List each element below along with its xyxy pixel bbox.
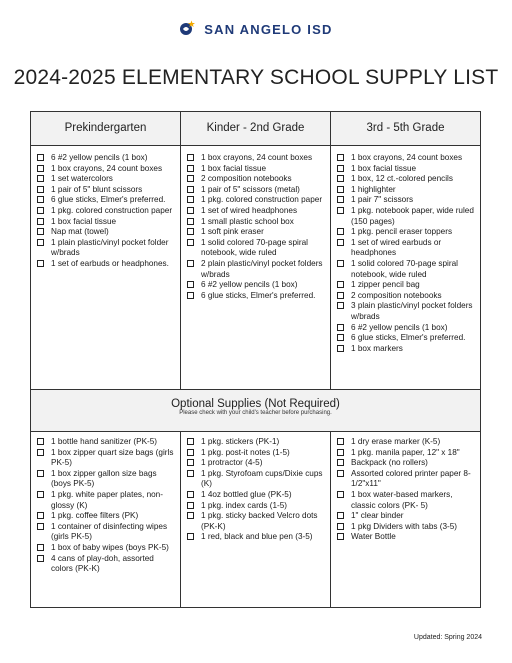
checkbox-icon (37, 491, 44, 498)
supply-item (337, 511, 477, 522)
supply-item (37, 511, 177, 522)
supply-item-label: 1 pair of 5" scissors (metal) (201, 184, 300, 194)
checkbox-icon (37, 228, 44, 235)
grade-header-row (31, 112, 480, 146)
supply-item (37, 490, 177, 511)
checkbox-icon (37, 555, 44, 562)
checkbox-icon (37, 523, 44, 530)
supply-item (337, 153, 477, 164)
supply-item-label: 1 pkg Dividers with tabs (3-5) (351, 521, 458, 531)
supply-item (187, 195, 327, 206)
supply-item (37, 522, 177, 543)
supply-item (337, 238, 477, 259)
checkbox-icon (37, 186, 44, 193)
checkbox-icon (337, 196, 344, 203)
supply-item (187, 511, 327, 532)
district-logo (0, 20, 512, 39)
checkbox-icon (37, 218, 44, 225)
supply-item (337, 522, 477, 533)
checkbox-icon (337, 470, 344, 477)
supply-item-label: 6 #2 yellow pencils (1 box) (201, 280, 298, 290)
optional-list-k2 (187, 437, 327, 543)
checkbox-icon (187, 459, 194, 466)
grade-heading-k2: Kinder - 2nd Grade (206, 122, 305, 134)
logo-text: SAN ANGELO ISD (204, 22, 333, 37)
checkbox-icon (337, 512, 344, 519)
checkbox-icon (337, 281, 344, 288)
column-divider (180, 112, 181, 389)
supply-item-label: 1 box facial tissue (351, 163, 417, 173)
supply-item (337, 333, 477, 344)
supply-item (187, 469, 327, 490)
supply-item-label: 1 box water-based markers, classic colors (PK- 5) (351, 489, 453, 510)
checkbox-icon (337, 154, 344, 161)
supply-item-label: 1 pkg. pencil eraser toppers (351, 227, 453, 237)
supply-item (187, 227, 327, 238)
supply-item (37, 437, 177, 448)
supply-item (337, 206, 477, 227)
checkbox-icon (187, 438, 194, 445)
supply-item-label: 6 glue sticks, Elmer's preferred. (351, 333, 466, 343)
checkbox-icon (187, 281, 194, 288)
checkbox-icon (187, 165, 194, 172)
column-divider (330, 112, 331, 389)
supply-item (337, 185, 477, 196)
checkbox-icon (187, 292, 194, 299)
supply-item-label: 1 pkg. post-it notes (1-5) (201, 447, 290, 457)
supply-item-label: 1 box crayons, 24 count boxes (351, 153, 463, 162)
supply-item (37, 469, 177, 490)
supply-item-label: Nap mat (towel) (51, 227, 109, 237)
checkbox-icon (37, 154, 44, 161)
supply-item (337, 280, 477, 291)
page-title: 2024-2025 ELEMENTARY SCHOOL SUPPLY LIST (13, 66, 499, 89)
checkbox-icon (337, 260, 344, 267)
supply-item-label: 1 box crayons, 24 count boxes (51, 163, 163, 173)
checkbox-icon (37, 196, 44, 203)
supply-item-label: 1 pkg. index cards (1-5) (201, 500, 288, 510)
checkbox-icon (37, 438, 44, 445)
supply-item (187, 217, 327, 228)
supply-item (187, 458, 327, 469)
optional-supplies-header (31, 389, 480, 432)
supply-item (337, 490, 477, 511)
supply-item-label: 1 set of wired headphones (201, 205, 298, 215)
checkbox-icon (337, 345, 344, 352)
supply-item (37, 217, 177, 228)
checkbox-icon (37, 175, 44, 182)
supply-item (187, 238, 327, 259)
supply-item-label: 1 pkg. Styrofoam cups/Dixie cups (K) (201, 468, 323, 489)
supply-item (187, 153, 327, 164)
checkbox-icon (37, 165, 44, 172)
supply-item-label: 6 #2 yellow pencils (1 box) (51, 153, 148, 162)
column-divider (330, 431, 331, 607)
supply-item-label: 1 box of baby wipes (boys PK-5) (51, 542, 169, 552)
checkbox-icon (37, 207, 44, 214)
supply-item (337, 469, 477, 490)
supply-item-label: 1 container of disinfecting wipes (girls PK-5) (51, 521, 168, 542)
supply-item-label: 1 pkg. sticky backed Velcro dots (PK-K) (201, 511, 318, 531)
supply-item (187, 206, 327, 217)
checkbox-icon (187, 449, 194, 456)
supply-item (37, 153, 177, 164)
supply-item (187, 259, 327, 280)
checkbox-icon (337, 438, 344, 445)
supply-item (337, 448, 477, 459)
supply-item-label: 1 box, 12 ct.-colored pencils (351, 174, 453, 184)
supply-item-label: 1 box markers (351, 343, 403, 353)
supply-item-label: 6 glue sticks, Elmer's preferred. (51, 195, 166, 205)
required-list-prek (37, 153, 177, 270)
supply-item (187, 174, 327, 185)
supply-item (37, 195, 177, 206)
checkbox-icon (187, 502, 194, 509)
supply-item-label: 2 composition notebooks (351, 290, 442, 300)
supply-item-label: 1 plain plastic/vinyl pocket folder w/brads (51, 237, 169, 258)
checkbox-icon (337, 239, 344, 246)
supply-item-label: 1 soft pink eraser (201, 227, 264, 237)
checkbox-icon (337, 207, 344, 214)
checkbox-icon (337, 302, 344, 309)
supply-item (187, 532, 327, 543)
checkbox-icon (187, 512, 194, 519)
supply-item (337, 301, 477, 322)
supply-item-label: 1 pair 7" scissors (351, 195, 414, 205)
required-list-k2 (187, 153, 327, 301)
supply-item (37, 227, 177, 238)
supply-item-label: 1" clear binder (351, 511, 404, 521)
supply-item (337, 344, 477, 355)
supply-item-label: 1 box crayons, 24 count boxes (201, 153, 313, 162)
supply-item (37, 238, 177, 259)
star-globe-icon (179, 20, 195, 39)
supply-item-label: 2 plain plastic/vinyl pocket folders w/brads (201, 258, 323, 279)
supply-item (337, 227, 477, 238)
checkbox-icon (337, 186, 344, 193)
checkbox-icon (337, 533, 344, 540)
checkbox-icon (187, 154, 194, 161)
checkbox-icon (37, 512, 44, 519)
supply-item-label: 1 pkg. manila paper, 12" x 18" (351, 447, 460, 457)
checkbox-icon (187, 533, 194, 540)
supply-item-label: 6 #2 yellow pencils (1 box) (351, 322, 448, 332)
supply-item-label: 1 box facial tissue (51, 216, 117, 226)
supply-item (37, 164, 177, 175)
supply-table (30, 111, 481, 608)
supply-item-label: 1 set of wired earbuds or headphones (351, 237, 442, 258)
supply-item (187, 185, 327, 196)
supply-item-label: 4 cans of play-doh, assorted colors (PK-K) (51, 553, 154, 574)
supply-item (37, 543, 177, 554)
supply-item (187, 164, 327, 175)
supply-item-label: 1 pkg. colored construction paper (201, 195, 323, 205)
supply-item-label: 1 dry erase marker (K-5) (351, 437, 441, 446)
required-list-35 (337, 153, 477, 354)
checkbox-icon (337, 228, 344, 235)
supply-item-label: 1 highlighter (351, 184, 396, 194)
supply-item (337, 458, 477, 469)
supply-item-label: 1 protractor (4-5) (201, 458, 263, 468)
supply-item-label: 1 solid colored 70-page spiral notebook, wide ruled (351, 258, 458, 279)
optional-list-prek (37, 437, 177, 575)
supply-item-label: 1 box facial tissue (201, 163, 267, 173)
checkbox-icon (187, 196, 194, 203)
supply-item-label: 1 pair of 5" blunt scissors (51, 184, 143, 194)
supply-item-label: 1 solid colored 70-page spiral notebook, wide ruled (201, 237, 308, 258)
checkbox-icon (187, 186, 194, 193)
supply-item-label: 6 glue sticks, Elmer's preferred. (201, 290, 316, 300)
supply-item (187, 280, 327, 291)
supply-item (37, 185, 177, 196)
supply-item-label: 1 red, black and blue pen (3-5) (201, 532, 313, 542)
supply-item-label: 1 set watercolors (51, 174, 113, 184)
supply-item-label: 1 set of earbuds or headphones. (51, 258, 169, 268)
supply-item-label: 3 plain plastic/vinyl pocket folders w/brads (351, 301, 473, 321)
supply-item (187, 501, 327, 512)
supply-item-label: 1 pkg. coffee filters (PK) (51, 511, 139, 521)
checkbox-icon (337, 324, 344, 331)
supply-item-label: Water Bottle (351, 532, 396, 542)
supply-item-label: Assorted colored printer paper 8-1/2"x11" (351, 468, 471, 489)
checkbox-icon (37, 470, 44, 477)
supply-item-label: 1 pkg. stickers (PK-1) (201, 437, 280, 446)
checkbox-icon (337, 292, 344, 299)
checkbox-icon (337, 334, 344, 341)
supply-item-label: 1 small plastic school box (201, 216, 294, 226)
checkbox-icon (187, 207, 194, 214)
column-divider (180, 431, 181, 607)
supply-item (337, 174, 477, 185)
supply-item (187, 448, 327, 459)
supply-item-label: 1 pkg. colored construction paper (51, 205, 173, 215)
supply-item-label: 1 box zipper quart size bags (girls PK-5) (51, 447, 174, 468)
checkbox-icon (187, 175, 194, 182)
supply-item (37, 206, 177, 217)
supply-item (37, 554, 177, 575)
checkbox-icon (337, 165, 344, 172)
supply-item (37, 448, 177, 469)
supply-item (37, 174, 177, 185)
optional-subtitle: Please check with your child's teacher before purchasing. (179, 410, 332, 416)
supply-item-label: 1 pkg. notebook paper, wide ruled (150 pages) (351, 205, 474, 226)
supply-item (337, 291, 477, 302)
checkbox-icon (337, 491, 344, 498)
updated-note: Updated: Spring 2024 (413, 634, 482, 641)
supply-item (337, 259, 477, 280)
grade-heading-35: 3rd - 5th Grade (366, 122, 445, 134)
checkbox-icon (337, 459, 344, 466)
checkbox-icon (37, 239, 44, 246)
supply-item-label: 1 zipper pencil bag (351, 280, 420, 290)
checkbox-icon (37, 449, 44, 456)
optional-list-35 (337, 437, 477, 543)
supply-item-label: 1 pkg. white paper plates, non-glossy (K) (51, 489, 163, 510)
supply-item (337, 164, 477, 175)
supply-item (187, 490, 327, 501)
checkbox-icon (337, 449, 344, 456)
supply-item (337, 195, 477, 206)
checkbox-icon (187, 228, 194, 235)
supply-item-label: 1 bottle hand sanitizer (PK-5) (51, 437, 158, 446)
checkbox-icon (337, 523, 344, 530)
supply-item (187, 437, 327, 448)
checkbox-icon (187, 260, 194, 267)
supply-item (337, 323, 477, 334)
checkbox-icon (337, 175, 344, 182)
supply-item (337, 532, 477, 543)
checkbox-icon (187, 218, 194, 225)
checkbox-icon (187, 239, 194, 246)
supply-item-label: 1 box zipper gallon size bags (boys PK-5) (51, 468, 157, 489)
supply-item-label: 1 4oz bottled glue (PK-5) (201, 489, 292, 499)
checkbox-icon (187, 491, 194, 498)
optional-title: Optional Supplies (Not Required) (171, 398, 340, 410)
grade-heading-prek: Prekindergarten (64, 122, 147, 134)
checkbox-icon (37, 260, 44, 267)
supply-item (37, 259, 177, 270)
supply-item (337, 437, 477, 448)
supply-item-label: Backpack (no rollers) (351, 458, 428, 468)
supply-item (187, 291, 327, 302)
checkbox-icon (187, 470, 194, 477)
supply-item-label: 2 composition notebooks (201, 174, 292, 184)
checkbox-icon (37, 544, 44, 551)
